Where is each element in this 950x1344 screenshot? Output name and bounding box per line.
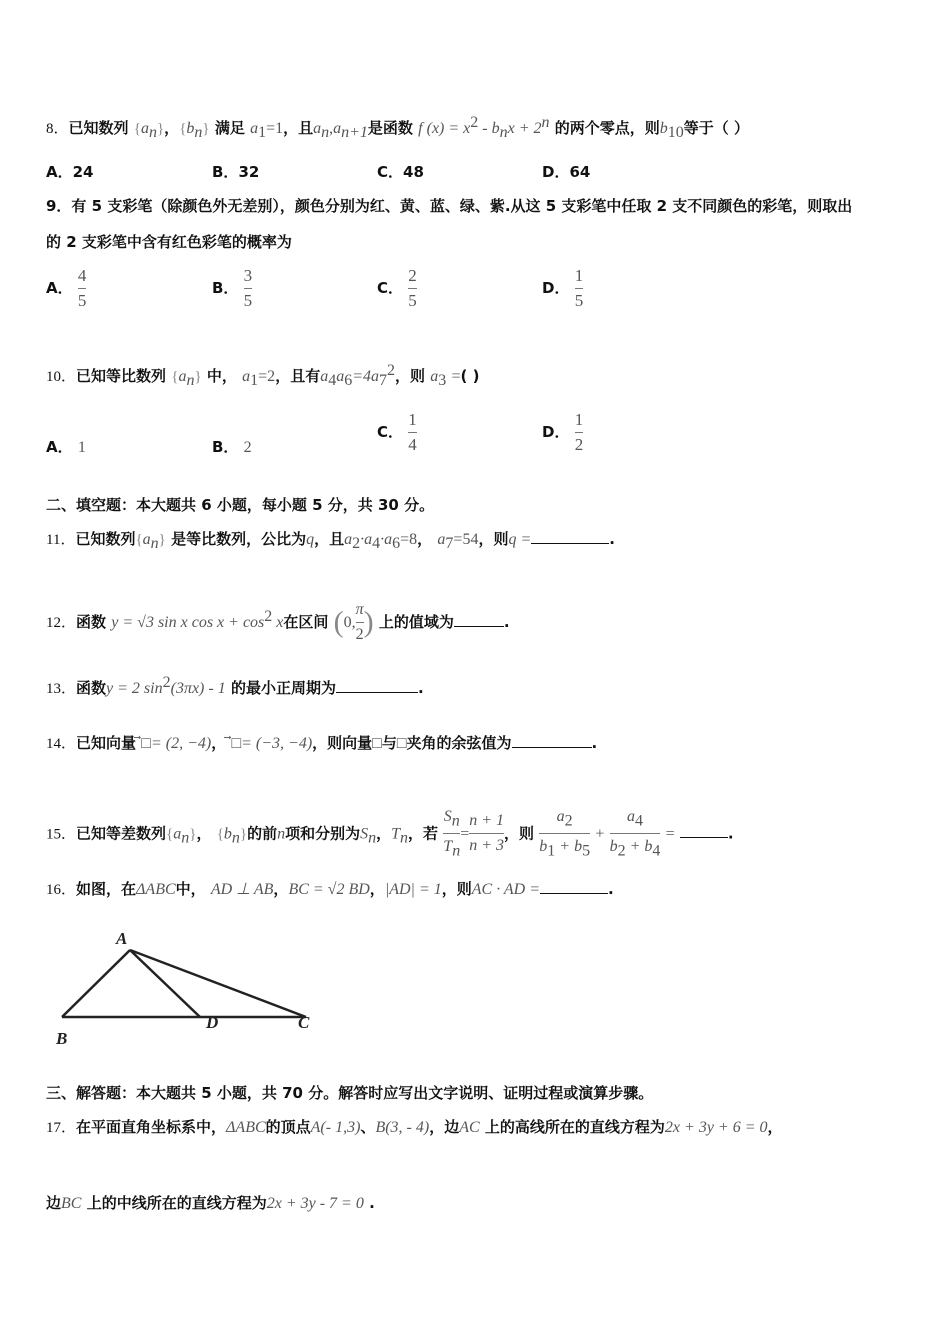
q9-option-c[interactable]: C． $\frac{2}{5}$ bbox=[377, 266, 417, 310]
question-9-line-2: 的 2 支彩笔中含有红色彩笔的概率为 bbox=[46, 233, 292, 251]
q8-option-b[interactable]: B．32 bbox=[212, 163, 260, 181]
q8-option-d[interactable]: D．64 bbox=[542, 163, 591, 181]
side-ac bbox=[130, 950, 306, 1017]
vector-b-icon: □ bbox=[396, 735, 407, 752]
q10-option-c[interactable]: C． $\frac{1}{4}$ bbox=[377, 410, 417, 454]
q10-option-b[interactable]: B． 2 bbox=[212, 438, 252, 456]
fraction: $\frac{2}{5}$ bbox=[408, 266, 417, 310]
q10-option-a[interactable]: A． 1 bbox=[46, 438, 86, 456]
question-14: 14．已知向量 ⃗□= (2, −4)， ⃗□= (−3, −4)，则向量□与□夹角的余弦值为 . bbox=[46, 734, 598, 752]
question-17-line-2: 边BC 上的中线所在的直线方程为2x + 3y - 7 = 0 . bbox=[46, 1194, 375, 1212]
question-13: 13．函数y = 2 $\sin^2(3\pi x) - 1$ 的最小正周期为 . bbox=[46, 674, 424, 697]
triangle-figure bbox=[50, 926, 330, 1051]
question-8: 8．已知数列 $\{a_n\}$，$\{b_n\}$ 满足 $a_1=1$，且$a_n,a_{n+1}$是函数 f $(x) = x^2 - b_nx + 2^n$ 的两个零点，则$b_{10}$等于（ ） bbox=[46, 114, 749, 141]
section-3-heading: 三、解答题：本大题共 5 小题，共 70 分。解答时应写出文字说明、证明过程或演算步骤。 bbox=[46, 1084, 654, 1102]
q9-option-b[interactable]: B． $\frac{3}{5}$ bbox=[212, 266, 253, 310]
question-10: 10．已知等比数列 $\{a_n\}$ 中， $a_1=2$，且有$a_4a_6=4a_7^2$，则 $a_3$ =( ) bbox=[46, 362, 480, 389]
question-9-line-1: 9．有 5 支彩笔（除颜色外无差别），颜色分别为红、黄、蓝、绿、紫.从这 5 支彩笔中任取 2 支不同颜色的彩笔，则取出 bbox=[46, 197, 853, 215]
question-16: 16．如图，在ΔABC中， AD ⊥ AB，BC = √2 BD，|AD| = 1，则AC · AD = . bbox=[46, 880, 614, 898]
label-d: D bbox=[206, 1013, 219, 1032]
question-15: 15．已知等差数列$\{a_n\}$， $\{b_n\}$的前n项和分别为$S_n$，$T_n$，若 $\frac{S_n}{T_n}$ = $\frac{n + 1}{n + 3}$ ，则 $\frac{a_2}{b_1 + b_5}$ + $\frac{a_4}{b_2 + b_4}$ = . bbox=[46, 808, 734, 860]
question-11: 11．已知数列$\{a_n\}$ 是等比数列，公比为q，且$a_2\cdot a_4\cdot a_6=8$， $a_7=54$，则q = . bbox=[46, 530, 615, 552]
vector-a-icon: ⃗□ bbox=[141, 735, 151, 752]
fraction: $\frac{4}{5}$ bbox=[77, 266, 87, 310]
fraction: $\frac{1}{5}$ bbox=[574, 266, 584, 310]
side-ab bbox=[62, 950, 130, 1017]
q8-option-c[interactable]: C．48 bbox=[377, 163, 424, 181]
segment-ad bbox=[130, 950, 200, 1017]
vector-b-icon: ⃗□ bbox=[231, 735, 242, 752]
q10-option-d[interactable]: D． $\frac{1}{2}$ bbox=[542, 410, 584, 454]
label-c: C bbox=[298, 1013, 310, 1032]
question-17-line-1: 17．在平面直角坐标系中，ΔABC的顶点A(- 1,3)、B(3, - 4)，边AC 上的高线所在的直线方程为2x + 3y + 6 = 0， bbox=[46, 1118, 783, 1136]
q8-option-a[interactable]: A．24 bbox=[46, 163, 94, 181]
fraction: $\frac{3}{5}$ bbox=[243, 266, 253, 310]
q9-option-d[interactable]: D． $\frac{1}{5}$ bbox=[542, 266, 584, 310]
label-a: A bbox=[116, 929, 128, 948]
label-b: B bbox=[56, 1029, 68, 1048]
q9-option-a[interactable]: A． $\frac{4}{5}$ bbox=[46, 266, 87, 310]
vector-a-icon: □ bbox=[372, 735, 382, 752]
question-12: 12．函数 y = √3 sin x $\cos x + \cos^2 x$在区间 (0, $\frac{\pi}{2}$ ) 上的值域为 . bbox=[46, 601, 510, 643]
section-2-heading: 二、填空题：本大题共 6 小题，每小题 5 分，共 30 分。 bbox=[46, 496, 435, 514]
